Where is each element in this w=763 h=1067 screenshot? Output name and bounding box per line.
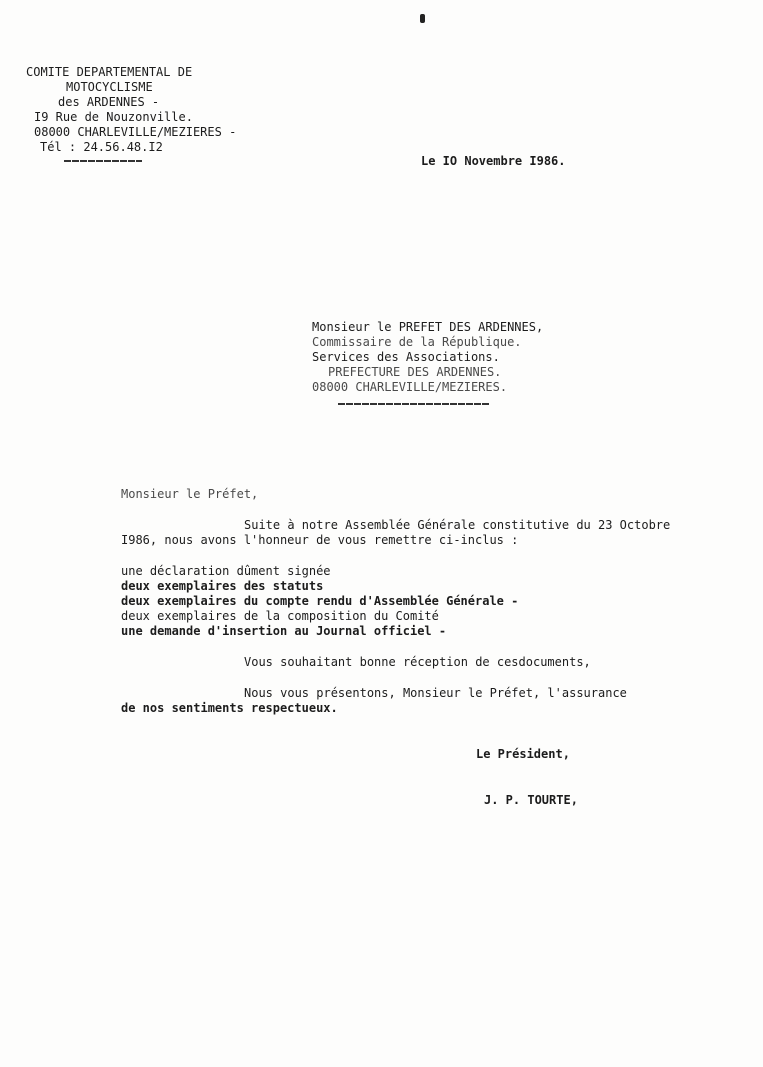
- letter-date: Le IO Novembre I986.: [421, 154, 566, 168]
- enclosure-item: deux exemplaires du compte rendu d'Assemblée Générale -: [121, 594, 519, 608]
- ink-speck: [420, 14, 425, 23]
- enclosure-item: deux exemplaires de la composition du Comité: [121, 609, 439, 623]
- closing-line-1: Nous vous présentons, Monsieur le Préfet, l'assurance: [244, 686, 627, 700]
- intro-line-1: Suite à notre Assemblée Générale constitutive du 23 Octobre: [244, 518, 671, 532]
- signature-name: J. P. TOURTE,: [484, 793, 578, 807]
- wish-line: Vous souhaitant bonne réception de cesdocuments,: [244, 655, 591, 669]
- recipient-line-3: Services des Associations.: [312, 350, 500, 364]
- signature-title: Le Président,: [476, 747, 570, 761]
- sender-line-5: 08000 CHARLEVILLE/MEZIERES -: [34, 125, 237, 139]
- sender-line-1: COMITE DEPARTEMENTAL DE: [26, 65, 193, 79]
- sender-line-6: Tél : 24.56.48.I2: [40, 140, 163, 154]
- recipient-underline: [338, 403, 490, 405]
- recipient-line-1: Monsieur le PREFET DES ARDENNES,: [312, 320, 544, 334]
- enclosure-item: une demande d'insertion au Journal officiel -: [121, 624, 447, 638]
- sender-underline: [64, 160, 142, 162]
- sender-line-2: MOTOCYCLISME: [66, 80, 153, 94]
- salutation: Monsieur le Préfet,: [121, 487, 259, 501]
- recipient-line-5: 08000 CHARLEVILLE/MEZIERES.: [312, 380, 508, 394]
- intro-line-2: I986, nous avons l'honneur de vous remettre ci-inclus :: [121, 533, 519, 547]
- recipient-line-4: PREFECTURE DES ARDENNES.: [328, 365, 502, 379]
- sender-line-4: I9 Rue de Nouzonville.: [34, 110, 193, 124]
- enclosure-item: une déclaration dûment signée: [121, 564, 331, 578]
- enclosure-item: deux exemplaires des statuts: [121, 579, 324, 593]
- sender-line-3: des ARDENNES -: [58, 95, 160, 109]
- recipient-line-2: Commissaire de la République.: [312, 335, 522, 349]
- closing-line-2: de nos sentiments respectueux.: [121, 701, 338, 715]
